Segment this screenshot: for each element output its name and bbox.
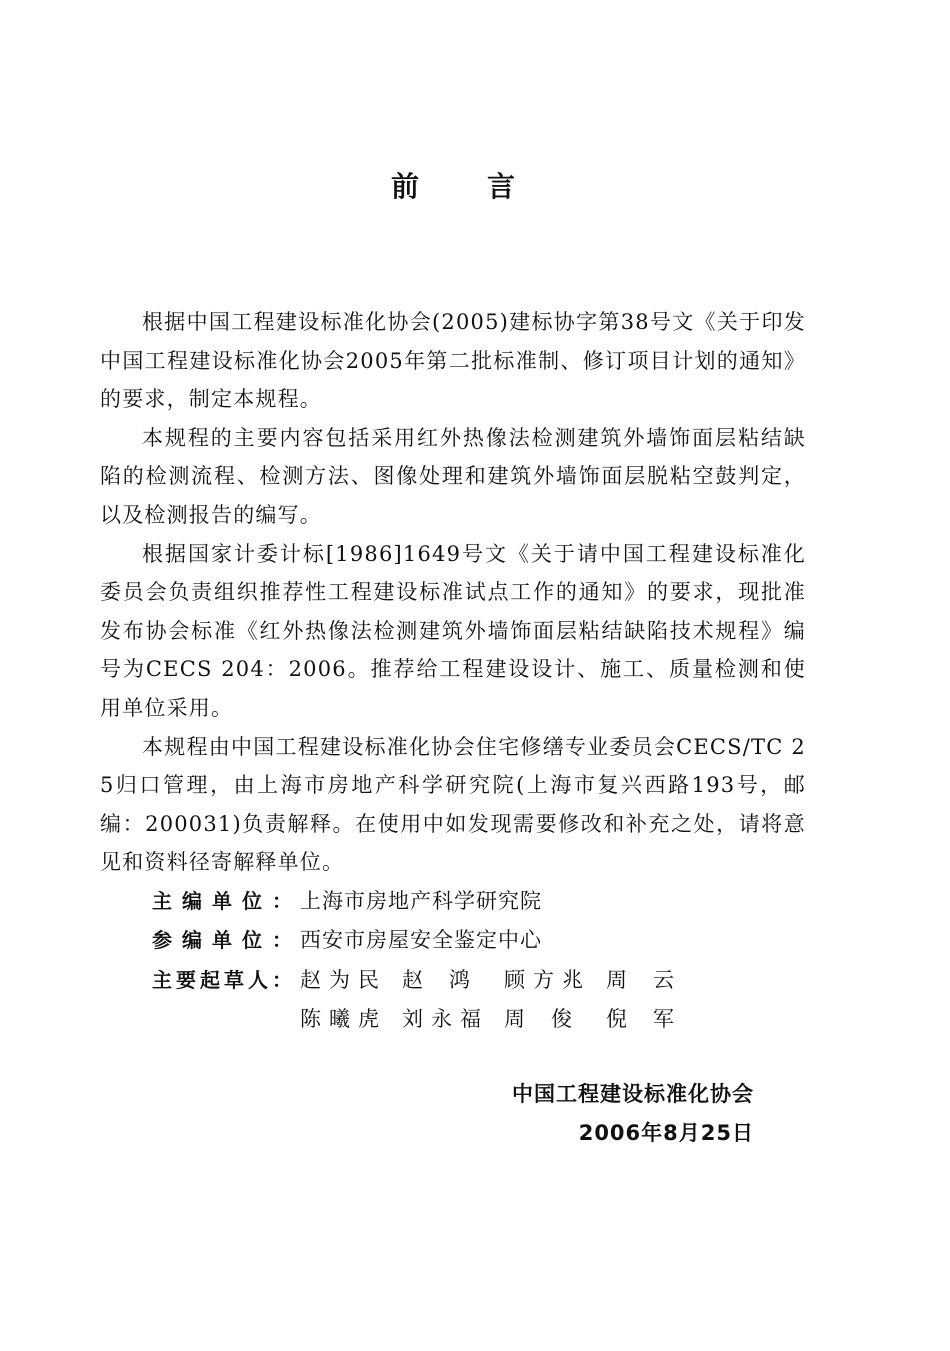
drafter-name: 赵为民: [300, 967, 387, 992]
drafter-name: 赵鸿: [402, 967, 496, 992]
drafters-names: [300, 961, 806, 1040]
chief-editor-row: [100, 882, 806, 922]
paragraph-1: 根据中国工程建设标准化协会(2005)建标协字第38号文《关于印发中国工程建设标准化协会2005年第二批标准制、修订项目计划的通知》的要求，制定本规程。: [100, 310, 806, 412]
signature-date: 2006年8月25日: [578, 1121, 754, 1145]
drafter-name: 陈曦虎: [300, 1007, 387, 1032]
participating-label: 参编单位：: [152, 928, 292, 953]
page-title: 前言: [390, 170, 583, 203]
paragraph-4: 本规程由中国工程建设标准化协会住宅修缮专业委员会CECS/TC 25归口管理，由上海市房地产科学研究院(上海市复兴西路193号，邮编：200031)负责解释。在使用中如发现需要修改和补充之处，请将意见和资料径寄解释单位。: [100, 734, 806, 875]
paragraph-2: 本规程的主要内容包括采用红外热像法检测建筑外墙饰面层粘结缺陷的检测流程、检测方法、图像处理和建筑外墙饰面层脱粘空鼓判定，以及检测报告的编写。: [100, 425, 806, 527]
drafters-label: 主要起草人：: [152, 967, 292, 992]
drafter-name: 顾方兆: [504, 967, 591, 992]
credits: [100, 882, 806, 1040]
signature-org: 中国工程建设标准化协会: [512, 1082, 754, 1106]
drafter-name: 刘永福: [402, 1007, 489, 1032]
drafter-name: 周俊: [504, 1007, 598, 1032]
drafters-row: [100, 961, 806, 1040]
chief-editor-value: 上海市房地产科学研究院: [300, 888, 542, 913]
paragraph-3: 根据国家计委计标[1986]1649号文《关于请中国工程建设标准化委员会负责组织推荐性工程建设标准试点工作的通知》的要求，现批准发布协会标准《红外热像法检测建筑外墙饰面层粘结缺陷技术规程》编号为CECS 204：2006。推荐给工程建设设计、施工、质量检测和使用单位采用。: [100, 541, 806, 720]
chief-editor-label: 主编单位：: [152, 888, 292, 913]
preface-body: [100, 303, 806, 1040]
participating-row: [100, 921, 806, 961]
drafter-name: 倪军: [606, 1007, 700, 1032]
participating-value: 西安市房屋安全鉴定中心: [300, 928, 542, 953]
drafter-name: 周云: [606, 967, 700, 992]
signature-block: [512, 1075, 754, 1153]
